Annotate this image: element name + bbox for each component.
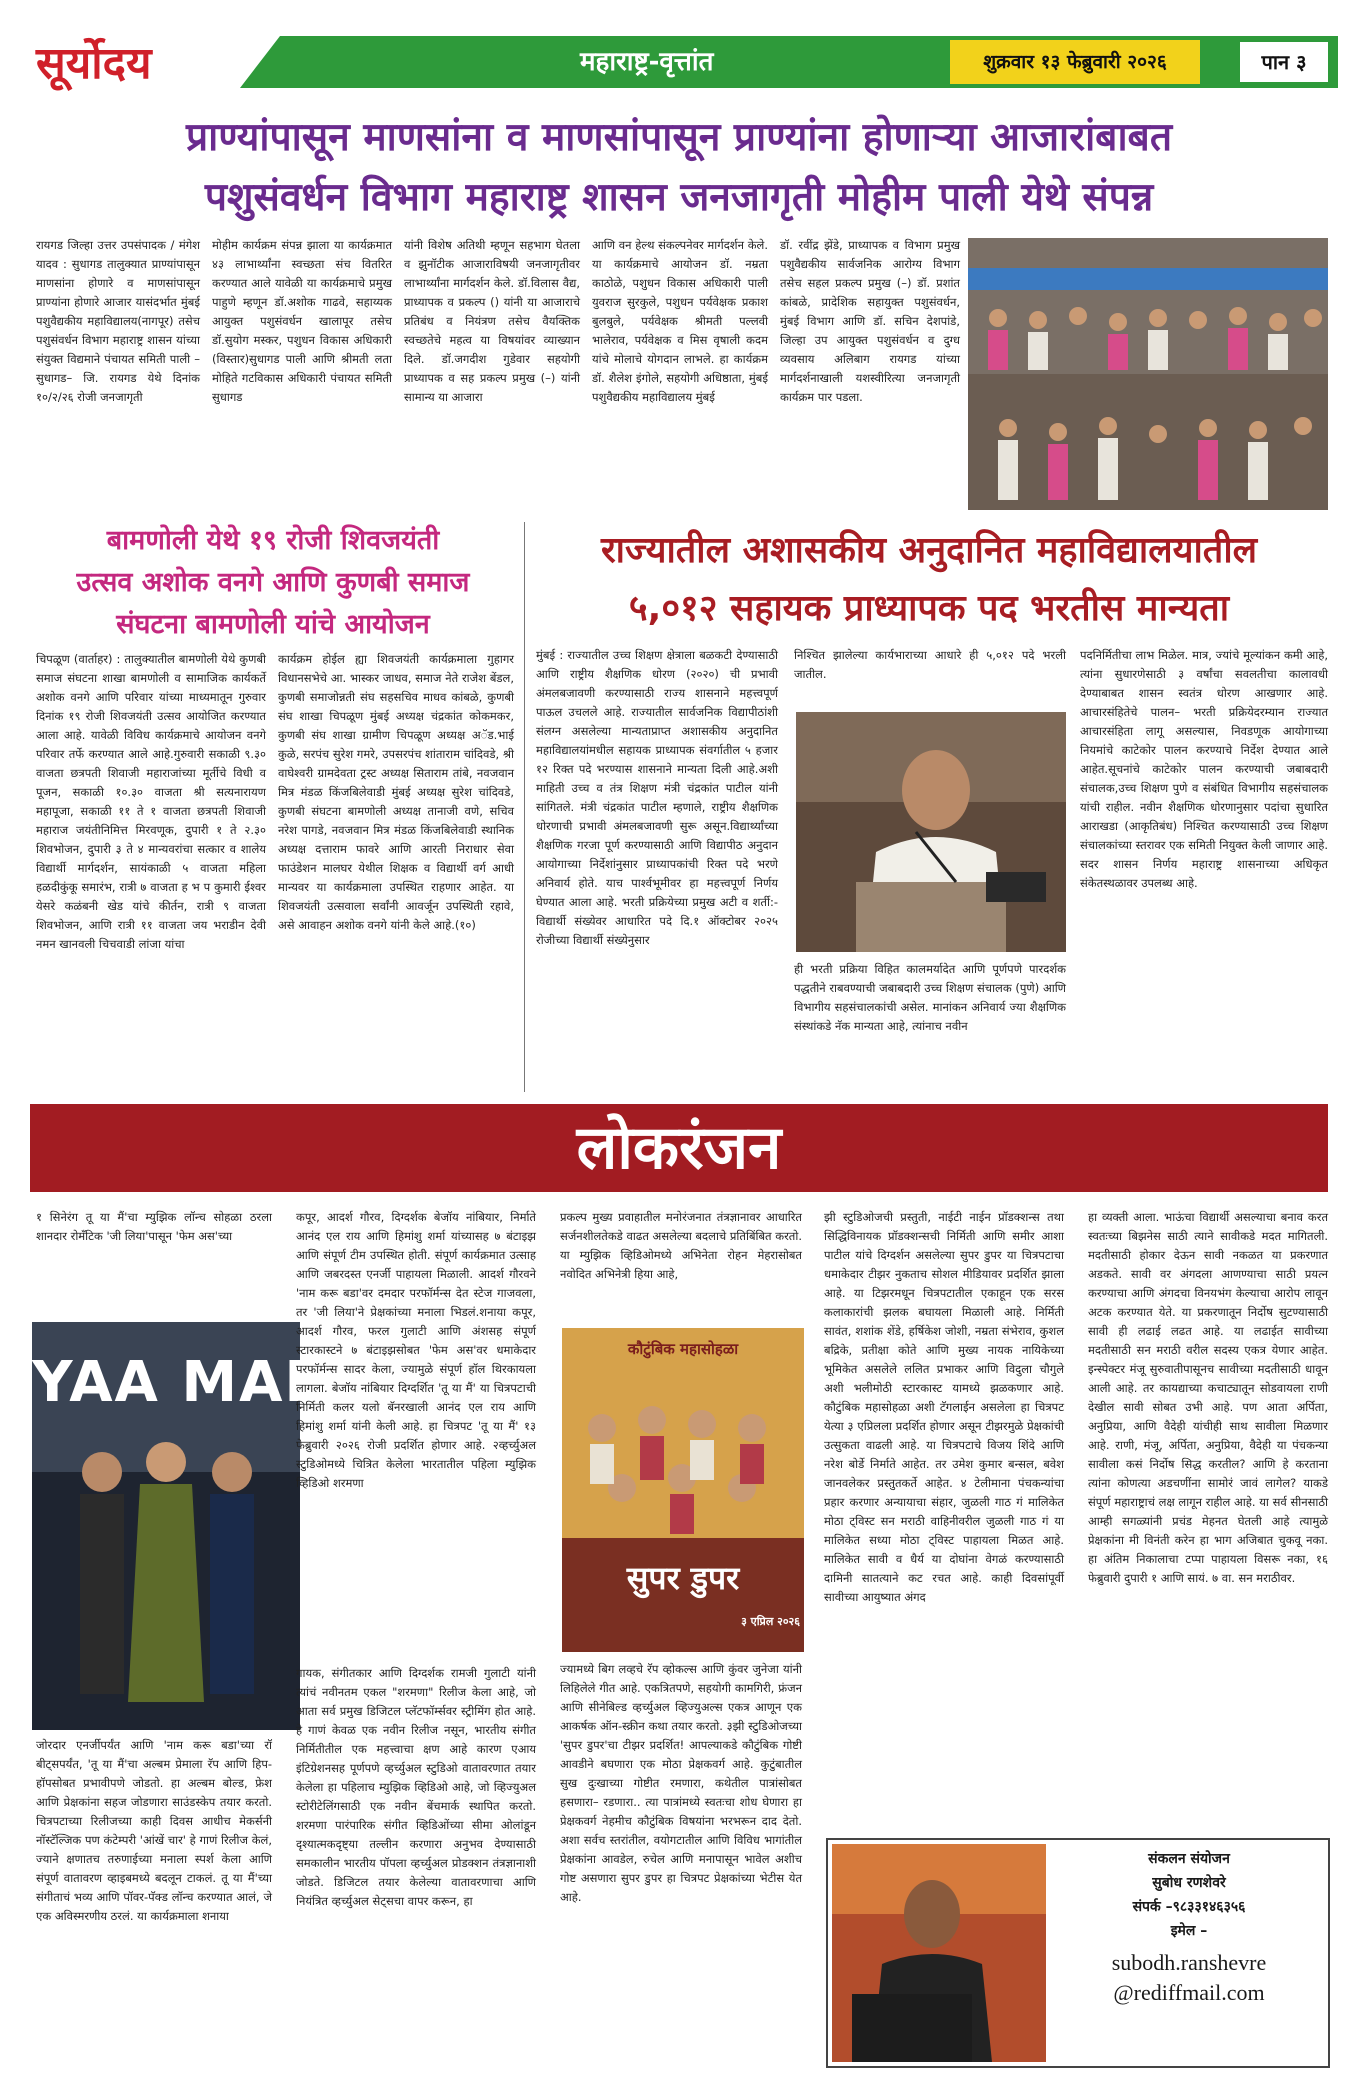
story3-column: मुंबई : राज्यातील उच्च शिक्षण क्षेत्राला बळकटी देण्यासाठी आणि राष्ट्रीय शैक्षणिक धोरण (२०२०) ची प्रभावी अंमलबजावणी करण्यासाठी राज्य शासनाने महत्त्वपूर्ण पाऊल उचलले आहे. राज्यातील सार्वजनिक विद्यापीठांशी संलग्न असलेल्या मान्यताप्राप्त अशासकीय अनुदानित महाविद्यालयांमधील सहायक प्राध्यापक संवर्गातील ५ हजार १२ रिक्त पदे भरण्यास शासनाने मान्यता दिली आहे.अशी माहिती उच्च व तंत्र शिक्षण मंत्री चंद्रकांत पाटील यांनी सांगितले. मंत्री चंद्रकांत पाटील म्हणाले, राष्ट्रीय शैक्षणिक धोरणाची प्रभावी अंमलबजावणी सुरू असून.विद्यार्थ्यांच्या शैक्षणिक गरजा पूर्ण करण्यासाठी आणि विद्यापीठ अनुदान आयोगाच्या निर्देशांनुसार प्राध्यापकांची रिक्त पदे भरणे अनिवार्य होते. याच पार्श्वभूमीवर हा महत्त्वपूर्ण निर्णय घेण्यात आला आहे. भरती प्रक्रियेच्या प्रमुख अटी व शर्ती:- विद्यार्थी संख्येवर आधारित पदे दि.१ ऑक्टोबर २०२५ रोजीच्या विद्यार्थी संख्येनुसार [536, 648, 778, 947]
story1-headline-line1: प्राण्यांपासून माणसांना व माणसांपासून प्राण्यांना होणाऱ्या आजारांबाबत [185, 115, 1173, 160]
contact-label: संकलन संयोजन [1148, 1851, 1230, 1867]
poster-movie-title: सुपर डुपर [626, 1559, 740, 1597]
contact-phone: संपर्क –९८३३१४६३५६ [1132, 1899, 1246, 1915]
story2-headline-line1: बामणोली येथे १९ रोजी शिवजयंती [106, 525, 440, 556]
masthead [20, 28, 1338, 100]
lokranjan-column: १ सिनेरंग तू या मैं'चा म्युझिक लॉन्च सोहळा ठरला शानदार रोमँटिक 'जी लिया'पासून 'फेम अस'च्या [36, 1210, 272, 1243]
story3-column: पदनिर्मितीचा लाभ मिळेल. मात्र, ज्यांचे मूल्यांकन कमी आहे, त्यांना सुधारणेसाठी ३ वर्षांचा सवलतीचा कालावधी देण्याबाबत शासन स्वतंत्र धोरण आखणार आहे. आचारसंहितेचे पालन– भरती प्रक्रियेदरम्यान राज्यात आचारसंहिता लागू असल्यास, निवडणूक आयोगाच्या नियमांचे काटेकोर पालन करण्याचे निर्देश देण्यात आले आहेत.सूचनांचे काटेकोर पालन करण्याची जबाबदारी संचालक,उच्च शिक्षण पुणे व संबंधित विभागीय सहसंचालक यांची राहील. नवीन शैक्षणिक धोरणानुसार पदांचा सुधारित आराखडा (आकृतिबंध) निश्चित करण्यासाठी उच्च शिक्षण संचालकांच्या स्तरावर एक समिती नियुक्त केली जाणार आहे. सदर शासन निर्णय महाराष्ट्र शासनाच्या अधिकृत संकेतस्थळावर उपलब्ध आहे. [1080, 648, 1328, 890]
column-divider [524, 522, 525, 1092]
story3-column: ही भरती प्रक्रिया विहित कालमर्यादेत आणि पूर्णपणे पारदर्शक पद्धतीने राबवण्याची जबाबदारी उच्च शिक्षण संचालक (पुणे) आणि विभागीय सहसंचालकांची असेल. मानांकन अनिवार्य ज्या शैक्षणिक संस्थांकडे नॅक मान्यता आहे, त्यांनाच नवीन [794, 962, 1066, 1033]
super-duper-poster [562, 1328, 804, 1652]
contact-name: सुबोध रणशेवरे [1152, 1875, 1226, 1891]
lokranjan-column: हा व्यक्ती आला. भाऊंचा विद्यार्थी असल्याचा बनाव करत स्वतःच्या बिझनेस साठी त्याने सावीकडे मदत मागितली. मदतीसाठी होकार देऊन सावी नकळत या प्रकरणात अडकते. सावी वर अंगदला आणण्याचा साठी प्रयत्न करण्याचा आणि अंगदचा विनयभंग केल्याचा आरोप लावून अटक करण्यात येते. या प्रकरणातून निर्दोष सुटण्यासाठी सावी ही लढाई लढत आहे. या लढाईत सावीच्या मदतीसाठी सन मराठी वरील सदस्य एकत्र येणार आहेत. इन्स्पेक्टर मंजू सुरुवातीपासूनच सावीच्या मदतीसाठी धावून आली आहे. तर कायद्याच्या कचाट्यातून सोडवायला राणी देखील सावी सोबत उभी आहे. पण आता अर्पिता, अनुप्रिया, आणि वैदेही यांचीही साथ सावीला मिळणार आहे. राणी, मंजू, अर्पिता, अनुप्रिया, वैदेही या पंचकन्या सावीला कसं निर्दोष सिद्ध करतील? आणि हे करताना त्यांना कोणत्या अडचणींना सामोरं जावं लागेल? याकडे संपूर्ण महाराष्ट्राचं लक्ष लागून राहील आहे. या सर्व सीनसाठी आम्ही सगळ्यांनी प्रचंड मेहनत घेतली आहे त्यामुळे प्रेक्षकांना मी विनंती करेन हा भाग अजिबात चुकवू नका. हा अंतिम निकालाचा टप्पा पाहायला विसरू नका, १६ फेब्रुवारी दुपारी १ आणि सायं. ७ वा. सन मराठीवर. [1088, 1210, 1328, 1585]
contact-email-domain: @rediffmail.com [1113, 1980, 1265, 2005]
lokranjan-column: ज्यामध्ये बिग लव्हचे रॅप व्होकल्स आणि कुंवर जुनेजा यांनी लिहिलेले गीत आहे. एकत्रितपणे, सहयोगी कामगिरी, फ्रंजन आणि सीनेबिल्ड व्हर्च्युअल व्हिज्युअल्स एकत्र आणून एक आकर्षक ऑन-स्क्रीन कथा तयार करतो. ३झी स्टुडिओजच्या 'सुपर डुपर'चा टीझर प्रदर्शित! आपल्याकडे कौटुंबिक गोष्टी आवडीने बघणारा एक मोठा प्रेक्षकवर्ग आहे. कुटुंबातील सुख दुःखाच्या गोष्टीत रमणारा, कथेतील पात्रांसोबत हसणारा– रडणारा.. त्या पात्रांमध्ये स्वतःचा शोध घेणारा हा प्रेक्षकवर्ग नेहमीच कौटुंबिक विषयांना भरभरून दाद देतो. अशा सर्वच स्तरांतील, वयोगटातील आणि विविध भागांतील प्रेक्षकांना आवडेल, रुचेल आणि मनापासून भावेल अशीच गोष्ट असणारा सुपर डुपर हा चित्रपट प्रेक्षकांच्या भेटीस येत आहे. [560, 1662, 802, 1904]
story1-column: डॉ. रवींद्र झेंडे, प्राध्यापक व विभाग प्रमुख पशुवैद्यकीय सार्वजनिक आरोग्य विभाग तसेच सहल प्रकल्प प्रमुख (–) डॉ. प्रशांत कांबळे, प्रादेशिक सहायुक्त पशुसंवर्धन, मुंबई विभाग आणि डॉ. सचिन देशपांडे, जिल्हा उप आयुक्त पशुसंवर्धन व दुग्ध व्यवसाय अलिबाग रायगड यांच्या मार्गदर्शनाखाली यशस्वीरित्या जनजागृती कार्यक्रम पार पडला. [780, 238, 960, 404]
awareness-event-photo [968, 238, 1328, 510]
lokranjan-column: झी स्टुडिओजची प्रस्तुती, नाईटी नाईन प्रॉडक्शन्स तथा सिद्धिविनायक प्रॉडक्शन्सची निर्मिती आणि समीर आशा पाटील यांचे दिग्दर्शन असलेल्या सुपर डुपर या चित्रपटाचा धमाकेदार टीझर नुकताच सोशल मीडियावर प्रदर्शित झाला आहे. या टिझरमधून चित्रपटातील एकाहून एक सरस कलाकारांची झलक बघायला मिळाली आहे. निर्मिती सावंत, शशांक शेंडे, हर्षिकेश जोशी, नम्रता संभेराव, कुशल बद्रिके, प्रतीक्षा कोते आणि मुख्य नायक नायिकेच्या भूमिकेत असलेले ललित प्रभाकर आणि विदुला चौगुले अशी भलीमोठी स्टारकास्ट यामध्ये झळकणार आहे. कौटुंबिक महासोहळा अशी टॅगलाईन असलेला हा चित्रपट येत्या ३ एप्रिलला प्रदर्शित होणार असून टीझरमुळे प्रेक्षकांची उत्सुकता वाढली आहे. या चित्रपटाचे विजय शिंदे आणि नरेश बोर्डे निर्माते आहेत. तर उमेश कुमार बन्सल, बवेश जानवलेकर प्रस्तुतकर्ते आहेत. ४ टेलीमाना पंचकन्यांचा प्रहार करणार अन्यायाचा संहार, जुळली गाठ गं मालिकेत मोठा ट्विस्ट सन मराठी वाहिनीवरील जुळली गाठ गं या मालिकेत सध्या मोठा ट्विस्ट पाहायला मिळत आहे. मालिकेत सावी व धैर्य या दोघांना वेगळं करण्यासाठी दामिनी सातत्याने कट रचत आहे. काही दिवसांपूर्वी सावीच्या आयुष्यात अंगद [824, 1210, 1064, 1604]
story1-column: मोहीम कार्यक्रम संपन्न झाला या कार्यक्रमात ४३ लाभार्थ्यांना स्वच्छता संच वितरित करण्यात आले यावेळी या कार्यक्रमाचे प्रमुख पाहुणे म्हणून डॉ.अशोक गाढवे, सहाय्यक आयुक्त पशुसंवर्धन खालापूर तसेच डॉ.सुयोग मस्कर, पशुधन विकास अधिकारी (विस्तार)सुधागड पाली आणि श्रीमती लता मोहिते गटविकास अधिकारी पंचायत समिती सुधागड [212, 238, 392, 404]
story2-headline-line3: संघटना बामणोली यांचे आयोजन [116, 609, 430, 640]
page-number: पान ३ [1238, 40, 1330, 84]
contact-box [826, 1838, 1330, 2068]
lokranjan-column: गायक, संगीतकार आणि दिग्दर्शक रामजी गुलाटी यांनी त्यांचं नवीनतम एकल "शरमणा" रिलीज केला आहे, जो आता सर्व प्रमुख डिजिटल प्लॅटफॉर्म्सवर स्ट्रीमिंग होत आहे. हे गाणं केवळ एक नवीन रिलीज नसून, भारतीय संगीत निर्मितीतील एक महत्त्वाचा क्षण आहे कारण एआय इंटिग्रेशनसह पूर्णपणे व्हर्च्युअल स्टुडिओ वातावरणात तयार केलेला हा पहिलाच म्युझिक व्हिडिओ आहे, जो व्हिज्युअल स्टोरीटेलिंगसाठी एक नवीन बेंचमार्क स्थापित करतो. शरमणा पारंपारिक संगीत व्हिडिओंच्या सीमा ओलांडून दृश्यात्मकदृष्ट्या तल्लीन करणारा अनुभव देण्यासाठी समकालीन भारतीय पॉपला व्हर्च्युअल प्रोडक्शन तंत्रज्ञानाशी जोडते. डिजिटल तयार केलेल्या वातावरणाचा आणि नियंत्रित व्हर्च्युअल सेट्सचा वापर करून, हा [296, 1666, 536, 1908]
lokranjan-column: जोरदार एनर्जीपर्यंत आणि 'नाम करू बडा'च्या रॉ बीट्सपर्यंत, 'तू या मैं'चा अल्बम प्रेमाला रॅप आणि हिप-हॉपसोबत प्रभावीपणे जोडतो. हा अल्बम बोल्ड, फ्रेश आणि प्रेक्षकांना सहज जोडणारा साउंडस्केप तयार करतो. चित्रपटाच्या रिलीजच्या काही दिवस आधीच मेकर्सनी नॉस्टॅल्जिक पण कंटेम्परी 'आंखें चार' हे गाणं रिलीज केलं, ज्याने क्षणातच तरुणाईच्या मनाला स्पर्श केला आणि संपूर्ण वातावरण व्हाइबमध्ये बदलून टाकलं. तू या मैं'च्या संगीताचं भव्य आणि पॉवर-पॅक्ड लॉन्च करण्यात आलं, जे एक अविस्मरणीय ठरलं. या कार्यक्रमाला शनाया [36, 1738, 272, 1923]
contact-email-label: इमेल – [1170, 1923, 1208, 1939]
story3-headline-line1: राज्यातील अशासकीय अनुदानित महाविद्यालयातील [600, 530, 1258, 571]
contact-email: subodh.ranshevre [1111, 1950, 1267, 1975]
poster-tagline: कौटुंबिक महासोहळा [627, 1340, 739, 1358]
story3-headline-line2: ५,०१२ सहायक प्राध्यापक पद भरतीस मान्यता [628, 588, 1230, 629]
editor-photo [832, 1844, 1046, 2062]
lokranjan-column: प्रकल्प मुख्य प्रवाहातील मनोरंजनात तंत्रज्ञानावर आधारित सर्जनशीलतेकडे वाढत असलेल्या बदलाचे प्रतिबिंबित करतो. या म्युझिक व्हिडिओमध्ये अभिनेता रोहन मेहरासोबत नवोदित अभिनेत्री हिया आहे, [560, 1210, 802, 1281]
story2-column: चिपळूण (वार्ताहर) : तालुक्यातील बामणोली येथे कुणबी समाज संघटना शाखा बामणोली व सामाजिक कार्यकर्ते अशोक वनगे आणि परिवार यांच्या माध्यमातून गुरुवार दिनांक १९ रोजी शिवजयंती उत्सव आयोजित करण्यात आला आहे. यावेळी विविध कार्यक्रमाचे आयोजन वनगे परिवार तर्फे करण्यात आले आहे.गुरुवारी सकाळी ९.३० वाजता छत्रपती शिवाजी महाराजांच्या मूर्तीचे विधी व पूजन, सकाळी १०.३० वाजता श्री सत्यनारायण महापूजा, सकाळी ११ ते १ वाजता छत्रपती शिवाजी महाराज जयंतीनिमित्त मिरवणूक, दुपारी १ ते २.३० शिवभोजन, दुपारी ३ ते ४ मान्यवरांचा सत्कार व शालेय विद्यार्थी मार्गदर्शन, सायंकाळी ५ वाजता महिला हळदीकुंकू समारंभ, रात्री ७ वाजता ह भ प कुमारी ईश्वर येसरे कळंबनी खेड यांचे कीर्तन, रात्री ९ वाजता शिवभोजन, आणि रात्री ११ वाजता जय भराडीन देवी नमन खानवली चिचवाडी लांजा यांचा [36, 652, 266, 951]
lokranjan-banner [30, 1104, 1328, 1192]
lokranjan-column: कपूर, आदर्श गौरव, दिग्दर्शक बेजॉय नांबियार, निर्माते आनंद एल राय आणि हिमांशु शर्मा यांच्यासह ७ बंटाइझ आणि संपूर्ण टीम उपस्थित होती. संपूर्ण कार्यक्रमात उत्साह आणि जबरदस्त एनर्जी पाहायला मिळाली. आदर्श गौरवने 'नाम करू बडा'वर दमदार परफॉर्मन्स देत स्टेज गाजवला, तर 'जी लिया'ने प्रेक्षकांच्या मनाला भिडलं.शनाया कपूर, आदर्श गौरव, फरल गुलाटी आणि अंशसह संपूर्ण स्टारकास्टने ७ बंटाइझसोबत 'फेम अस'वर धमाकेदार परफॉर्मन्स सादर केला, ज्यामुळे संपूर्ण हॉल थिरकायला लागला. बेजॉय नांबियार दिग्दर्शित 'तू या मैं' या चित्रपटाची निर्मिती कलर यलो बॅनरखाली आनंद एल राय आणि हिमांशु शर्मा यांनी केली आहे. हा चित्रपट 'तू या मैं' १३ फेब्रुवारी २०२६ रोजी प्रदर्शित होणार आहे. २व्हर्च्युअल स्टुडिओमध्ये चित्रित केलेला भारतातील पहिला म्युझिक व्हिडिओ शरमणा [296, 1210, 536, 1490]
poster-title-text: YAA MAIN [32, 1350, 357, 1415]
poster-release-date: ३ एप्रिल २०२६ [741, 1615, 800, 1628]
story3-column: निश्चित झालेल्या कार्यभाराच्या आधारे ही ५,०१२ पदे भरली जातील. [794, 648, 1066, 681]
story1-column: यांनी विशेष अतिथी म्हणून सहभाग घेतला व झुनॉटीक आजाराविषयी जनजागृतीवर लाभार्थ्यांना मार्गदर्शन केले. डॉ.विलास वैद्य, प्राध्यापक व प्रकल्प () यांनी या आजाराचे प्रतिबंध व नियंत्रण तसेच वैयक्तिक स्वच्छतेचे महत्व या विषयांवर व्याख्यान दिले. डॉ.जगदीश गुडेवार सहयोगी प्राध्यापक व सह प्रकल्प प्रमुख (–) यांनी सामान्य या आजारा [404, 238, 580, 404]
story1-headline-line2: पशुसंवर्धन विभाग महाराष्ट्र शासन जनजागृती मोहीम पाली येथे संपन्न [204, 175, 1154, 220]
minister-photo [796, 712, 1066, 952]
music-launch-photo [32, 1322, 357, 1730]
issue-date: शुक्रवार १३ फेब्रुवारी २०२६ [950, 40, 1200, 84]
story1-column: आणि वन हेल्थ संकल्पनेवर मार्गदर्शन केले. या कार्यक्रमाचे आयोजन डॉ. नम्रता काठोळे, पशुधन विकास अधिकारी पाली युवराज सुरकुले, पशुधन पर्यवेक्षक प्रकाश बुलबुले, पर्यवेक्षक श्रीमती पल्लवी भालेराव, पर्यवेक्षक व मिस वृषाली कदम यांचे मोलाचे योगदान लाभले. हा कार्यक्रम डॉ. शैलेश इंगोले, सहयोगी अधिष्ठाता, मुंबई पशुवैद्यकीय महाविद्यालय मुंबई [592, 238, 768, 404]
section-name: महाराष्ट्र-वृत्तांत [580, 47, 714, 77]
lokranjan-title: लोकरंजन [576, 1113, 782, 1183]
story2-column: कार्यक्रम होईल ह्या शिवजयंती कार्यक्रमाला गुहागर विधानसभेचे आ. भास्कर जाधव, समाज नेते राजेश बेंडल, कुणबी समाजोन्नती संघ सहसचिव माधव कांबळे, कुणबी संघ शाखा चिपळूण मुंबई अध्यक्ष चंद्रकांत कोकमकर, कुणबी संघ शाखा ग्रामीण चिपळूण अध्यक्ष अॅड.भाई कुळे, सरपंच सुरेश गमरे, उपसरपंच शांताराम चांदिवडे, श्री वाघेश्वरी ग्रामदेवता ट्रस्ट अध्यक्ष सिताराम तांबे, नवजवान मित्र मंडळ किंजबिलेवाडी मुंबई अध्यक्ष सुरेश चांदिवडे, कुणबी संघटना बामणोली अध्यक्ष तानाजी वणे, सचिव नरेश पागडे, नवजवान मित्र मंडळ किंजबिलेवाडी स्थानिक अध्यक्ष दत्ताराम फावरे आणि आरती निराधार सेवा फाउंडेशन मालघर येथील शिक्षक व विद्यार्थी वर्ग आधी मान्यवर या कार्यक्रमाला उपस्थित राहणार आहेत. या शिवजयंती उत्सवाला सर्वांनी आवर्जून उपस्थिती रहावे, असे आवाहन अशोक वनगे यांनी केले आहे.(१०) [278, 652, 514, 932]
story2-headline-line2: उत्सव अशोक वनगे आणि कुणबी समाज [76, 567, 470, 598]
story1-column: रायगड जिल्हा उत्तर उपसंपादक / मंगेश यादव : सुधागड तालुक्यात प्राण्यांपासून माणसांना होणारे व माणसांपासून प्राण्यांना होणारे आजार यासंदर्भात मुंबई पशुवैद्यकीय महाविद्यालय(नागपूर) तसेच पशुसंवर्धन विभाग महाराष्ट्र शासन यांच्या संयुक्त विद्यमाने पंचायत समिती पाली – सुधागड– जि. रायगड येथे दिनांक १०/२/२६ रोजी जनजागृती [36, 238, 200, 404]
newspaper-logo: सूर्योदय [36, 38, 152, 89]
